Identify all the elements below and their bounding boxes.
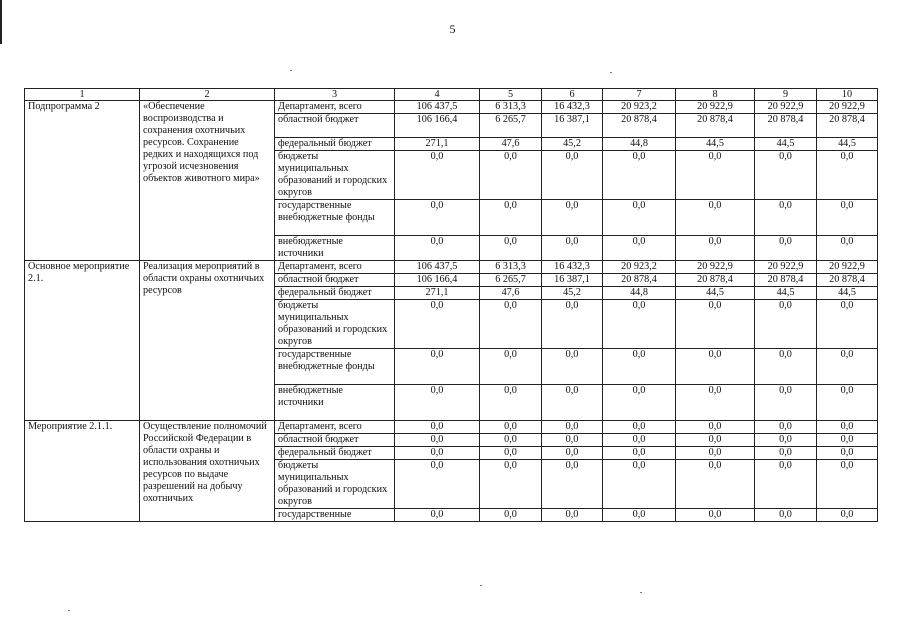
funding-source: Департамент, всего: [275, 101, 395, 114]
value-cell: 0,0: [755, 460, 817, 509]
value-cell: 0,0: [755, 200, 817, 236]
value-cell: 0,0: [395, 509, 480, 522]
value-cell: 0,0: [755, 447, 817, 460]
value-cell: 20 923,2: [603, 261, 676, 274]
value-cell: 0,0: [542, 447, 603, 460]
funding-source: бюджеты муниципальных образований и городских округов: [275, 151, 395, 200]
value-cell: 0,0: [480, 200, 542, 236]
program-label: Подпрограмма 2: [25, 101, 140, 261]
funding-source: государственные внебюджетные фонды: [275, 200, 395, 236]
value-cell: 0,0: [817, 300, 878, 349]
value-cell: 0,0: [603, 151, 676, 200]
value-cell: 0,0: [480, 421, 542, 434]
value-cell: 0,0: [395, 385, 480, 421]
value-cell: 0,0: [603, 385, 676, 421]
value-cell: 44,8: [603, 138, 676, 151]
header-cell: 1: [25, 89, 140, 101]
value-cell: 44,5: [817, 287, 878, 300]
value-cell: 0,0: [817, 151, 878, 200]
value-cell: 0,0: [395, 447, 480, 460]
funding-source: областной бюджет: [275, 434, 395, 447]
value-cell: 0,0: [676, 236, 755, 261]
value-cell: 0,0: [603, 434, 676, 447]
program-label: Основное мероприятие 2.1.: [25, 261, 140, 421]
header-cell: 4: [395, 89, 480, 101]
value-cell: 0,0: [603, 460, 676, 509]
value-cell: 20 878,4: [817, 274, 878, 287]
value-cell: 16 432,3: [542, 261, 603, 274]
value-cell: 45,2: [542, 138, 603, 151]
value-cell: 20 922,9: [676, 261, 755, 274]
value-cell: 0,0: [817, 349, 878, 385]
value-cell: 0,0: [542, 460, 603, 509]
budget-table: [24, 88, 878, 522]
value-cell: 0,0: [676, 385, 755, 421]
value-cell: 20 878,4: [603, 114, 676, 138]
funding-source: федеральный бюджет: [275, 447, 395, 460]
value-cell: 0,0: [817, 447, 878, 460]
funding-source: федеральный бюджет: [275, 138, 395, 151]
table-row: [25, 101, 878, 114]
funding-source: государственные: [275, 509, 395, 522]
scan-dot: [290, 70, 292, 71]
funding-source: бюджеты муниципальных образований и городских округов: [275, 300, 395, 349]
value-cell: 0,0: [480, 460, 542, 509]
value-cell: 20 922,9: [817, 101, 878, 114]
value-cell: 0,0: [676, 349, 755, 385]
header-cell: 6: [542, 89, 603, 101]
table-row: [25, 421, 878, 434]
value-cell: 0,0: [480, 434, 542, 447]
header-cell: 9: [755, 89, 817, 101]
value-cell: 0,0: [542, 151, 603, 200]
value-cell: 20 923,2: [603, 101, 676, 114]
value-cell: 0,0: [480, 151, 542, 200]
value-cell: 0,0: [395, 300, 480, 349]
value-cell: 44,5: [676, 138, 755, 151]
value-cell: 0,0: [676, 447, 755, 460]
value-cell: 271,1: [395, 138, 480, 151]
value-cell: 20 922,9: [755, 101, 817, 114]
value-cell: 0,0: [817, 434, 878, 447]
value-cell: 0,0: [755, 349, 817, 385]
value-cell: 0,0: [480, 349, 542, 385]
program-label: Мероприятие 2.1.1.: [25, 421, 140, 522]
header-row: [25, 89, 878, 101]
value-cell: 0,0: [603, 236, 676, 261]
program-description: Реализация мероприятий в области охраны охотничьих ресурсов: [140, 261, 275, 421]
value-cell: 0,0: [542, 421, 603, 434]
funding-source: внебюджетные источники: [275, 236, 395, 261]
value-cell: 0,0: [817, 509, 878, 522]
value-cell: 44,5: [817, 138, 878, 151]
value-cell: 0,0: [603, 421, 676, 434]
value-cell: 0,0: [395, 460, 480, 509]
value-cell: 20 878,4: [603, 274, 676, 287]
funding-source: областной бюджет: [275, 274, 395, 287]
header-cell: 3: [275, 89, 395, 101]
value-cell: 44,5: [676, 287, 755, 300]
header-cell: 10: [817, 89, 878, 101]
value-cell: 0,0: [676, 300, 755, 349]
header-cell: 2: [140, 89, 275, 101]
value-cell: 20 922,9: [817, 261, 878, 274]
value-cell: 0,0: [480, 300, 542, 349]
value-cell: 0,0: [755, 151, 817, 200]
value-cell: 0,0: [603, 509, 676, 522]
value-cell: 0,0: [755, 509, 817, 522]
scan-dot: [640, 592, 642, 593]
value-cell: 0,0: [676, 151, 755, 200]
value-cell: 0,0: [395, 421, 480, 434]
funding-source: Департамент, всего: [275, 261, 395, 274]
funding-source: Департамент, всего: [275, 421, 395, 434]
value-cell: 0,0: [542, 236, 603, 261]
value-cell: 6 265,7: [480, 114, 542, 138]
scan-dot: [610, 72, 612, 73]
value-cell: 0,0: [817, 421, 878, 434]
value-cell: 6 313,3: [480, 261, 542, 274]
funding-source: бюджеты муниципальных образований и городских округов: [275, 460, 395, 509]
value-cell: 106 437,5: [395, 101, 480, 114]
value-cell: 20 922,9: [676, 101, 755, 114]
value-cell: 0,0: [542, 200, 603, 236]
value-cell: 6 265,7: [480, 274, 542, 287]
value-cell: 6 313,3: [480, 101, 542, 114]
value-cell: 47,6: [480, 287, 542, 300]
value-cell: 0,0: [817, 200, 878, 236]
value-cell: 0,0: [676, 509, 755, 522]
value-cell: 106 437,5: [395, 261, 480, 274]
value-cell: 0,0: [395, 151, 480, 200]
value-cell: 16 387,1: [542, 114, 603, 138]
value-cell: 0,0: [395, 434, 480, 447]
value-cell: 0,0: [817, 385, 878, 421]
value-cell: 0,0: [395, 349, 480, 385]
value-cell: 0,0: [480, 236, 542, 261]
value-cell: 16 432,3: [542, 101, 603, 114]
funding-source: областной бюджет: [275, 114, 395, 138]
value-cell: 0,0: [542, 385, 603, 421]
value-cell: 0,0: [755, 236, 817, 261]
value-cell: 0,0: [603, 349, 676, 385]
value-cell: 16 387,1: [542, 274, 603, 287]
value-cell: 106 166,4: [395, 114, 480, 138]
value-cell: 0,0: [480, 385, 542, 421]
header-cell: 5: [480, 89, 542, 101]
value-cell: 0,0: [676, 421, 755, 434]
scan-dot: [480, 585, 482, 586]
funding-source: внебюджетные источники: [275, 385, 395, 421]
value-cell: 0,0: [817, 236, 878, 261]
value-cell: 0,0: [480, 447, 542, 460]
value-cell: 0,0: [395, 200, 480, 236]
value-cell: 0,0: [676, 460, 755, 509]
program-description: «Обеспечение воспроизводства и сохранения охотничьих ресурсов. Сохранение редких и находящихся под угрозой исчезновения объектов животного мира»: [140, 101, 275, 261]
scan-dot: [68, 610, 70, 611]
page-number: 5: [449, 22, 456, 36]
value-cell: 44,8: [603, 287, 676, 300]
value-cell: 0,0: [542, 349, 603, 385]
value-cell: 44,5: [755, 138, 817, 151]
value-cell: 0,0: [603, 300, 676, 349]
value-cell: 20 878,4: [817, 114, 878, 138]
value-cell: 0,0: [542, 509, 603, 522]
value-cell: 20 878,4: [676, 114, 755, 138]
value-cell: 0,0: [755, 421, 817, 434]
funding-source: государственные внебюджетные фонды: [275, 349, 395, 385]
value-cell: 45,2: [542, 287, 603, 300]
value-cell: 20 922,9: [755, 261, 817, 274]
value-cell: 0,0: [603, 447, 676, 460]
value-cell: 20 878,4: [755, 274, 817, 287]
value-cell: 0,0: [755, 385, 817, 421]
value-cell: 0,0: [676, 434, 755, 447]
value-cell: 106 166,4: [395, 274, 480, 287]
funding-source: федеральный бюджет: [275, 287, 395, 300]
value-cell: 0,0: [755, 300, 817, 349]
value-cell: 47,6: [480, 138, 542, 151]
value-cell: 0,0: [395, 236, 480, 261]
value-cell: 0,0: [817, 460, 878, 509]
value-cell: 20 878,4: [755, 114, 817, 138]
value-cell: 0,0: [480, 509, 542, 522]
value-cell: 0,0: [755, 434, 817, 447]
value-cell: 0,0: [603, 200, 676, 236]
table-row: [25, 261, 878, 274]
value-cell: 0,0: [676, 200, 755, 236]
program-description: Осуществление полномочий Российской Федерации в области охраны и использования охотничьих ресурсов по выдаче разрешений на добычу охотничьих: [140, 421, 275, 522]
header-cell: 7: [603, 89, 676, 101]
value-cell: 0,0: [542, 434, 603, 447]
value-cell: 271,1: [395, 287, 480, 300]
header-cell: 8: [676, 89, 755, 101]
value-cell: 44,5: [755, 287, 817, 300]
value-cell: 0,0: [542, 300, 603, 349]
value-cell: 20 878,4: [676, 274, 755, 287]
